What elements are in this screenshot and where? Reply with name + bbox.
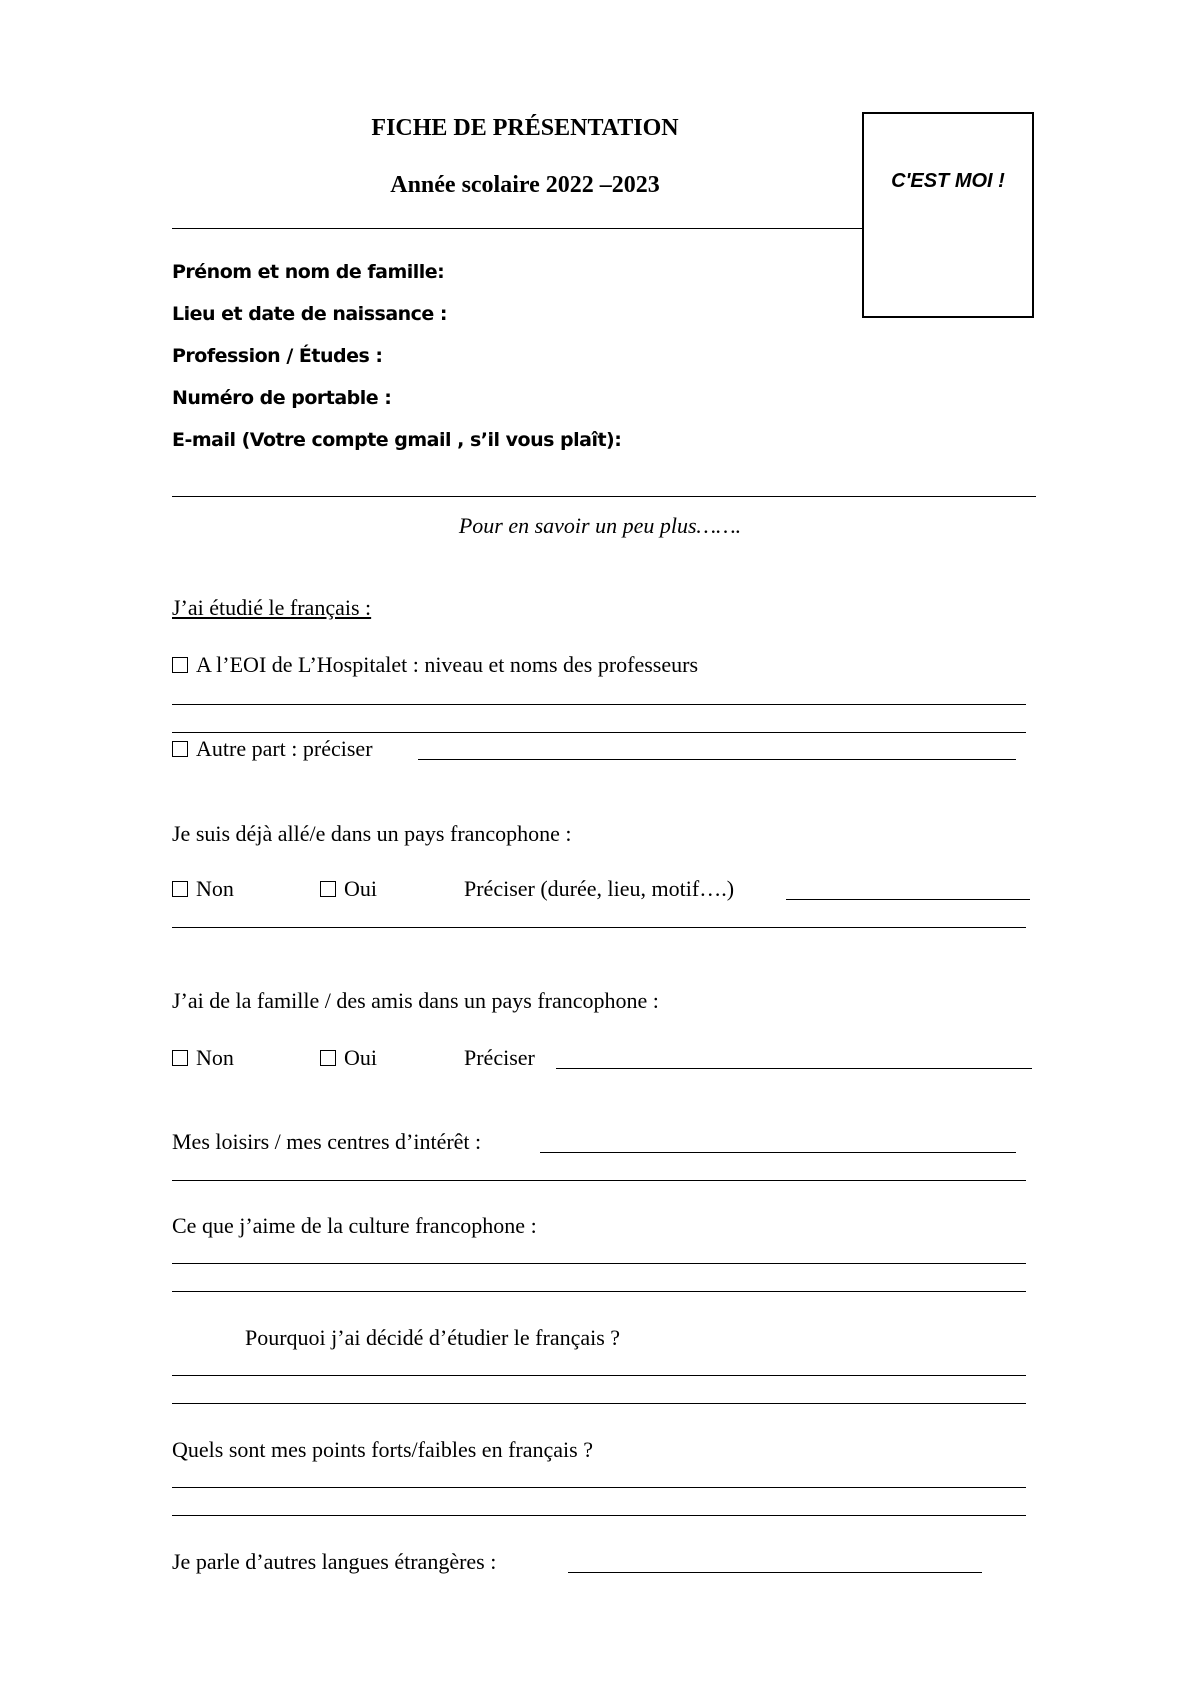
field-name-label: Prénom et nom de famille: <box>172 261 445 283</box>
answer-line[interactable] <box>172 1180 1026 1181</box>
eoi-option-label: A l’EOI de L’Hospitalet : niveau et noms des professeurs <box>196 652 699 677</box>
culture-question: Ce que j’aime de la culture francophone : <box>172 1213 537 1238</box>
answer-line[interactable] <box>172 1487 1026 1488</box>
visited-oui-checkbox[interactable] <box>320 881 336 897</box>
field-phone-label: Numéro de portable : <box>172 387 392 409</box>
field-email-label: E-mail (Votre compte gmail , s’il vous plaît): <box>172 429 622 451</box>
family-non-checkbox[interactable] <box>172 1050 188 1066</box>
family-question: J’ai de la famille / des amis dans un pays francophone : <box>172 988 659 1013</box>
strengths-question: Quels sont mes points forts/faibles en français ? <box>172 1437 593 1462</box>
visited-non-option <box>172 875 234 903</box>
visited-oui-label: Oui <box>344 876 377 901</box>
answer-line[interactable] <box>172 1291 1026 1292</box>
family-non-label: Non <box>196 1045 234 1070</box>
other-option <box>172 735 373 763</box>
family-oui-checkbox[interactable] <box>320 1050 336 1066</box>
answer-line[interactable] <box>172 1403 1026 1404</box>
answer-line[interactable] <box>172 1263 1026 1264</box>
answer-line[interactable] <box>540 1152 1016 1153</box>
hobbies-question: Mes loisirs / mes centres d’intérêt : <box>172 1129 482 1154</box>
eoi-option <box>172 651 698 679</box>
photo-box-label: C'EST MOI ! <box>891 170 1005 192</box>
photo-box <box>862 112 1034 318</box>
answer-line[interactable] <box>418 759 1016 760</box>
field-birth-label: Lieu et date de naissance : <box>172 303 448 325</box>
other-checkbox[interactable] <box>172 741 188 757</box>
why-question: Pourquoi j’ai décidé d’étudier le français ? <box>245 1325 621 1350</box>
page-title: FICHE DE PRÉSENTATION <box>371 115 679 141</box>
header-divider <box>172 228 862 229</box>
visited-oui-option <box>320 875 377 903</box>
family-oui-option <box>320 1044 377 1072</box>
family-non-option <box>172 1044 234 1072</box>
answer-line[interactable] <box>172 927 1026 928</box>
section-divider <box>172 496 1036 497</box>
family-oui-label: Oui <box>344 1045 377 1070</box>
school-year: Année scolaire 2022 –2023 <box>390 172 660 198</box>
answer-line[interactable] <box>568 1572 982 1573</box>
visited-precise-label: Préciser (durée, lieu, motif….) <box>464 876 735 901</box>
answer-line[interactable] <box>172 1375 1026 1376</box>
eoi-checkbox[interactable] <box>172 657 188 673</box>
studied-heading: J’ai étudié le français : <box>172 595 372 620</box>
visited-question: Je suis déjà allé/e dans un pays francophone : <box>172 821 572 846</box>
visited-non-label: Non <box>196 876 234 901</box>
intro-text: Pour en savoir un peu plus……. <box>458 513 742 538</box>
family-precise-label: Préciser <box>464 1045 535 1070</box>
answer-line[interactable] <box>172 1515 1026 1516</box>
other-option-label: Autre part : préciser <box>196 736 373 761</box>
visited-non-checkbox[interactable] <box>172 881 188 897</box>
answer-line[interactable] <box>556 1068 1032 1069</box>
languages-question: Je parle d’autres langues étrangères : <box>172 1549 497 1574</box>
answer-line[interactable] <box>172 732 1026 733</box>
answer-line[interactable] <box>786 899 1030 900</box>
field-profession-label: Profession / Études : <box>172 345 383 367</box>
answer-line[interactable] <box>172 704 1026 705</box>
